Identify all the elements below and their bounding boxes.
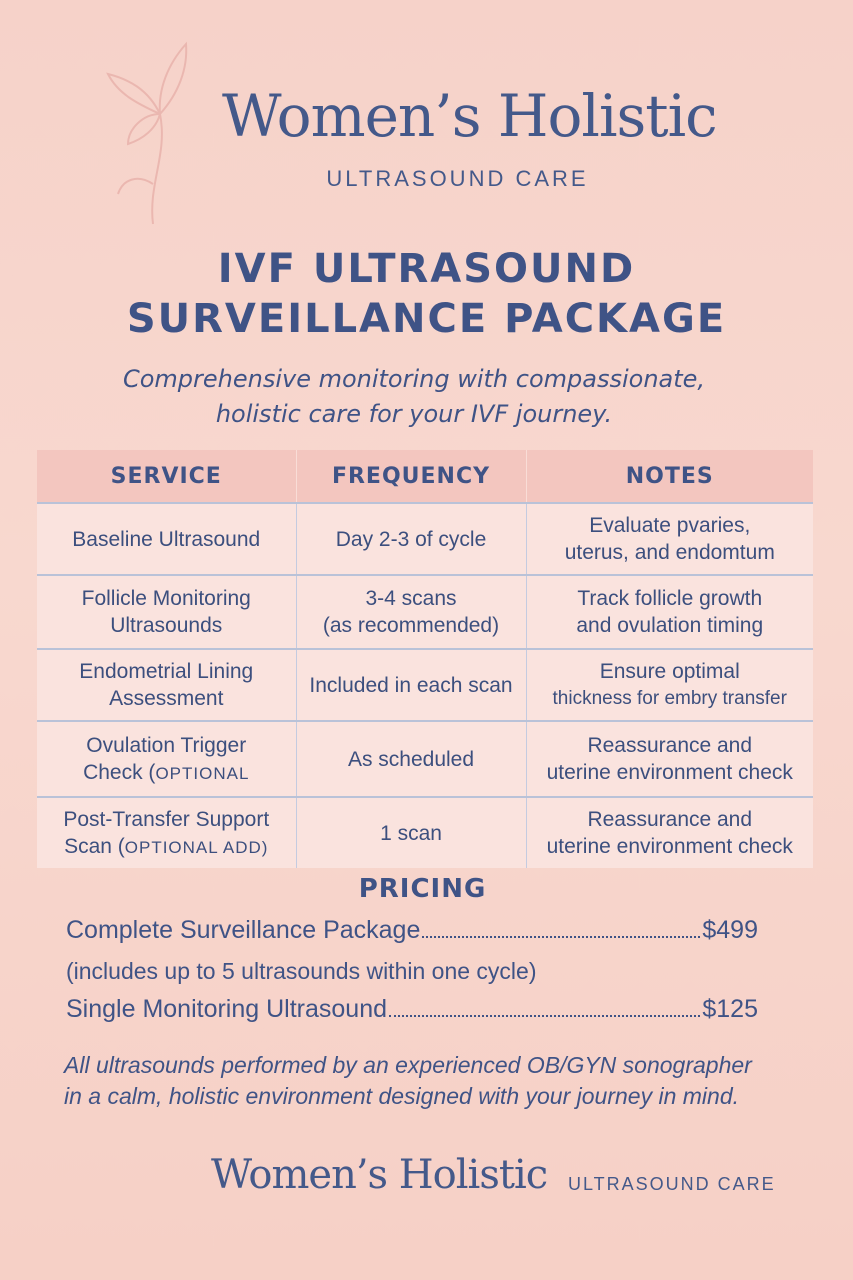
table-row	[37, 575, 813, 649]
single-price: $125	[702, 995, 758, 1023]
service-cell: Follicle Monitoring Ultrasounds	[37, 575, 296, 649]
service-cell: Baseline Ultrasound	[37, 503, 296, 575]
brand-subtitle: ULTRASOUND CARE	[326, 166, 589, 191]
frequency-cell: Day 2-3 of cycle	[296, 503, 526, 575]
tagline-line-2: holistic care for your IVF journey.	[215, 400, 613, 428]
table-row	[37, 649, 813, 721]
page-title	[0, 244, 853, 344]
frequency-cell: As scheduled	[296, 721, 526, 797]
frequency-cell: 3-4 scans (as recommended)	[296, 575, 526, 649]
package-note: (includes up to 5 ultrasounds within one cycle)	[66, 958, 537, 984]
frequency-cell: 1 scan	[296, 797, 526, 868]
leader-dots	[422, 936, 700, 938]
package-price: $499	[702, 916, 758, 944]
notes-cell: Evaluate pvaries, uterus, and endomtum	[526, 503, 813, 575]
tagline-line-1: Comprehensive monitoring with compassionate,	[122, 365, 706, 393]
table-row	[37, 503, 813, 575]
footer-note	[64, 1050, 834, 1112]
frequency-cell: Included in each scan	[296, 649, 526, 721]
pricing-title: PRICING	[358, 874, 487, 904]
leader-dots	[389, 1015, 700, 1017]
footer-note-line-2: in a calm, holistic environment designed with your journey in mind.	[64, 1083, 739, 1109]
notes-cell: Reassurance and uterine environment check	[526, 797, 813, 868]
tagline	[0, 362, 828, 432]
notes-cell: Track follicle growth and ovulation timing	[526, 575, 813, 649]
service-cell: Ovulation Trigger Check (OPTIONAL	[37, 721, 296, 797]
footer-brand-name: Women’s Holistic	[211, 1152, 548, 1198]
service-cell: Endometrial Lining Assessment	[37, 649, 296, 721]
table-row	[37, 721, 813, 797]
title-line-1: IVF ULTRASOUND	[217, 246, 636, 292]
service-cell: Post-Transfer Support Scan (OPTIONAL ADD)	[37, 797, 296, 868]
footer-brand-subtitle: ULTRASOUND CARE	[568, 1174, 776, 1194]
single-label: Single Monitoring Ultrasound	[66, 995, 388, 1023]
package-label: Complete Surveillance Package	[66, 916, 421, 944]
brand-name: Women’s Holistic	[222, 82, 717, 150]
services-table	[37, 450, 813, 868]
flower-figure-icon	[98, 34, 208, 234]
header-notes: NOTES	[526, 450, 813, 503]
package-price-line	[66, 916, 758, 945]
footer-note-line-1: All ultrasounds performed by an experienced OB/GYN sonographer	[64, 1052, 752, 1078]
notes-cell: Reassurance and uterine environment check	[526, 721, 813, 797]
table-row	[37, 797, 813, 868]
header-service: SERVICE	[37, 450, 296, 503]
header-frequency: FREQUENCY	[296, 450, 526, 503]
single-price-line	[66, 995, 758, 1024]
notes-cell: Ensure optimal thickness for embry transfer	[526, 649, 813, 721]
title-line-2: SURVEILLANCE PACKAGE	[126, 296, 727, 342]
